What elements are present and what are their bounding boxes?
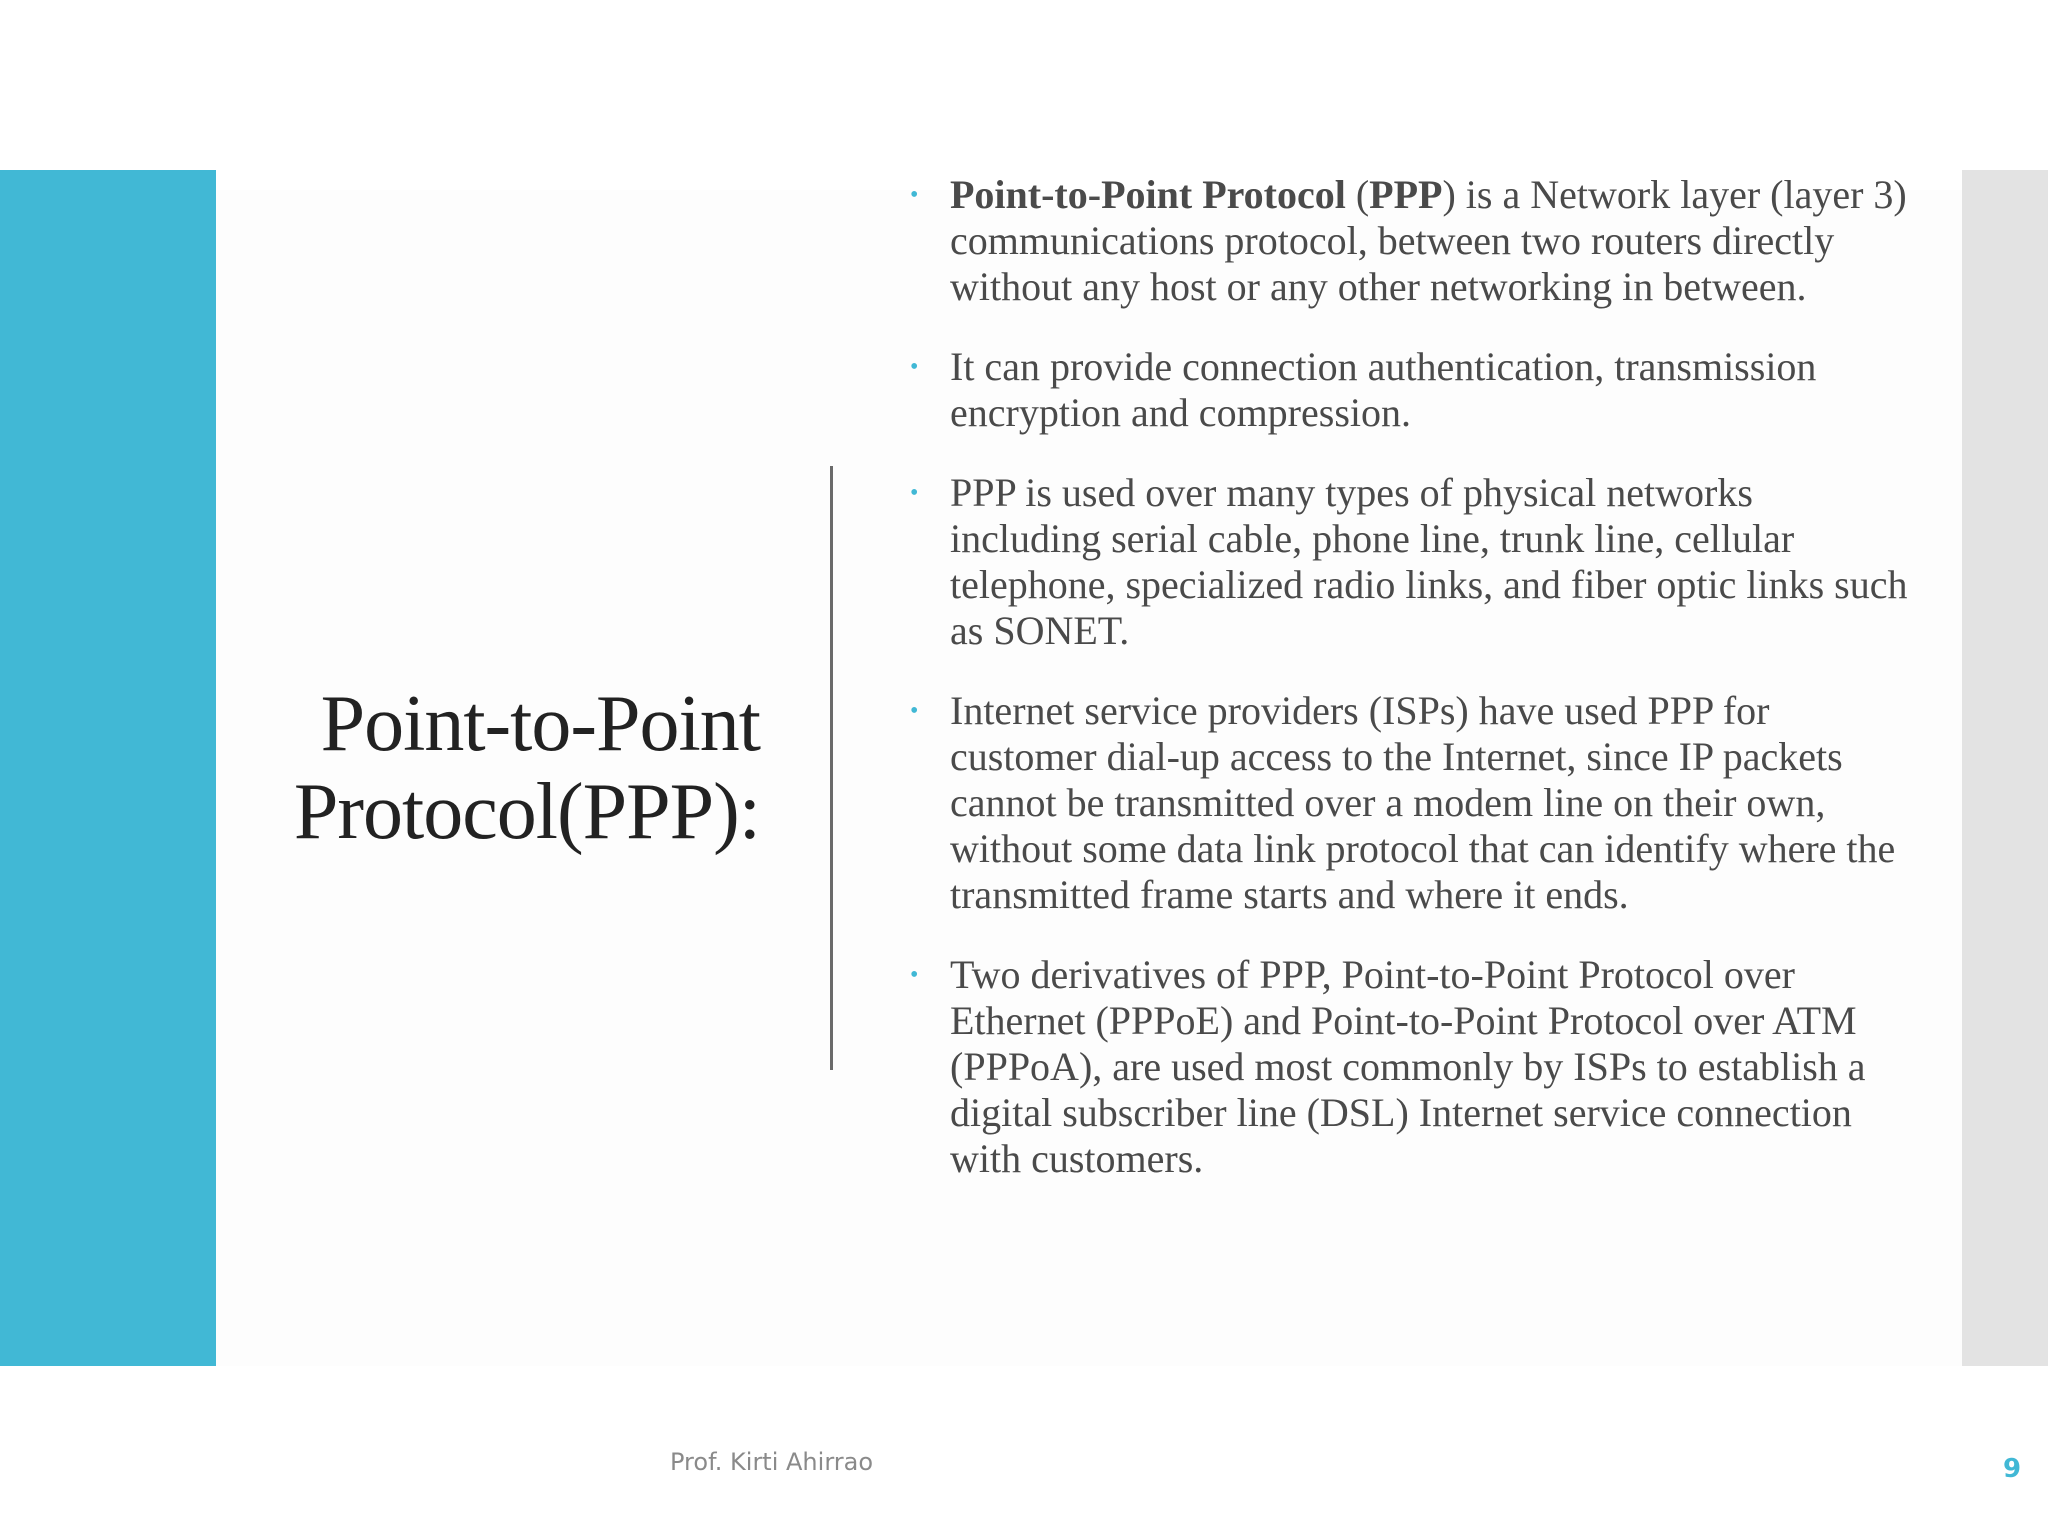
title-line-2: Protocol(PPP): (293, 768, 760, 856)
slide-title (260, 680, 760, 856)
accent-bar (0, 170, 216, 1366)
bullet-rest-text: ) is a Network layer (layer 3) communications protocol, between two routers directly without any host or any other networking in between. (950, 172, 1907, 309)
bullet-item (908, 470, 1908, 654)
bullet-item (908, 688, 1908, 918)
bullet-icon: • (910, 354, 919, 380)
bullet-icon: • (910, 698, 919, 724)
bullet-text: PPP is used over many types of physical networks including serial cable, phone line, trunk line, cellular telephone, specialized radio links, and fiber optic links such as SONET. (950, 470, 1908, 653)
bullet-item (908, 344, 1908, 436)
bullet-icon: • (910, 182, 919, 208)
footer-author: Prof. Kirti Ahirrao (670, 1448, 874, 1476)
vertical-divider (830, 466, 833, 1070)
bullet-text: It can provide connection authentication, transmission encryption and compression. (950, 344, 1817, 435)
bullet-item (908, 172, 1908, 310)
slide-number: 9 (2003, 1454, 2022, 1484)
bullet-list (908, 172, 1908, 1216)
side-gray-bar (1962, 170, 2048, 1366)
title-line-1: Point-to-Point (320, 680, 760, 768)
bullet-bold-abbr: PPP (1369, 172, 1443, 217)
bullet-text: Internet service providers (ISPs) have used PPP for customer dial-up access to the Internet, since IP packets cannot be transmitted over a modem line on their own, without some data link protocol that can identify where the transmitted frame starts and where it ends. (950, 688, 1896, 917)
bullet-bold-term: Point-to-Point Protocol (950, 172, 1346, 217)
bullet-text: Two derivatives of PPP, Point-to-Point Protocol over Ethernet (PPPoE) and Point-to-Point Protocol over ATM (PPPoA), are used most commonly by ISPs to establish a digital subscriber line (DSL) Internet service connection with customers. (950, 952, 1866, 1181)
bullet-item (908, 952, 1908, 1182)
bullet-text (950, 172, 1907, 309)
bullet-icon: • (910, 962, 919, 988)
bullet-paren-open: ( (1345, 172, 1370, 217)
bullet-icon: • (910, 480, 919, 506)
